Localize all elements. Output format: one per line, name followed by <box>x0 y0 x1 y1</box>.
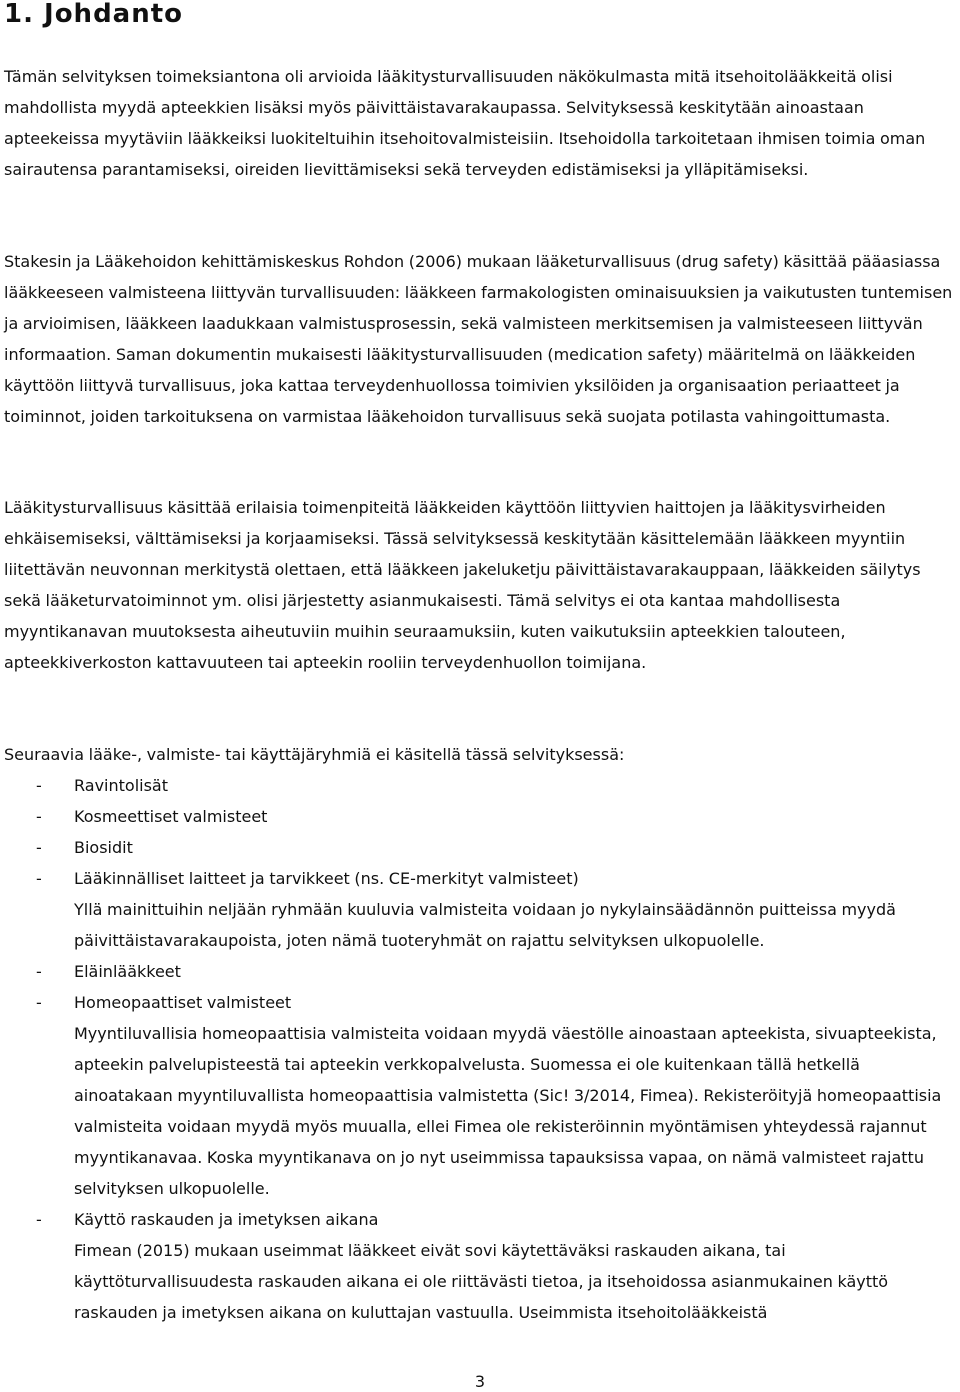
list-bullet: - <box>36 1210 42 1229</box>
list-item <box>4 987 960 1204</box>
list-item <box>4 801 960 832</box>
list-bullet: - <box>36 869 42 888</box>
list-item <box>4 956 960 987</box>
section-heading: 1. Johdanto <box>4 0 184 29</box>
list-item-detail: Myyntiluvallisia homeopaattisia valmisteita voidaan myydä väestölle ainoastaan apteekista, sivuapteekista, apteekin palvelupisteestä tai apteekin verkkopalvelusta. Suomessa ei ole kuitenkaan tällä hetkellä ainoatakaan myyntiluvallista homeopaattisia valmistetta (Sic! 3/2014, Fimea). Rekisteröityjä homeopaattisia valmisteita voidaan myydä myös muualla, ellei Fimea ole rekisteröinnin myöntämisen yhteydessä rajannut myyntikanavaa. Koska myyntikanava on jo nyt useimmissa tapauksissa vapaa, on nämä valmisteet rajattu selvityksen ulkopuolelle. <box>74 1024 942 1198</box>
list-item-detail: Fimean (2015) mukaan useimmat lääkkeet eivät sovi käytettäväksi raskauden aikana, tai käyttöturvallisuudesta raskauden aikana ei ole riittävästi tietoa, ja itsehoidossa asianmukainen käyttö raskauden ja imetyksen aikana on kuluttajan vastuulla. Useimmista itsehoitolääkkeistä <box>74 1241 889 1322</box>
document-page <box>4 0 956 1322</box>
list-item-label: Eläinlääkkeet <box>74 962 181 981</box>
intro-paragraph: Tämän selvityksen toimeksiantona oli arvioida lääkitysturvallisuuden näkökulmasta mitä itsehoitolääkkeitä olisi mahdollista myydä apteekkien lisäksi myös päivittäistavarakaupassa. Selvityksessä keskitytään ainoastaan apteekeissa myytäviin lääkkeiksi luokiteltuihin itsehoitovalmisteisiin. Itsehoidolla tarkoitetaan ihmisen toimia oman sairautensa parantamiseksi, oireiden lievittämiseksi sekä terveyden edistämiseksi ja ylläpitämiseksi. <box>4 67 926 179</box>
list-bullet: - <box>36 838 42 857</box>
list-item-label: Kosmeettiset valmisteet <box>74 807 268 826</box>
list-item-label: Ravintolisät <box>74 776 168 795</box>
list-item <box>4 1204 960 1328</box>
exclusion-list <box>4 770 960 1328</box>
list-item-label: Biosidit <box>74 838 133 857</box>
drug-safety-paragraph: Stakesin ja Lääkehoidon kehittämiskeskus Rohdon (2006) mukaan lääketurvallisuus (drug safety) käsittää pääasiassa lääkkeeseen valmisteena liittyvän turvallisuuden: lääkkeen farmakologisten ominaisuuksien ja vaikutusten tuntemisen ja arvioimisen, lääkkeen laadukkaan valmistusprosessin, sekä valmisteen merkitsemisen ja valmisteeseen liittyvän informaation. Saman dokumentin mukaisesti lääkitysturvallisuuden (medication safety) määritelmä on lääkkeiden käyttöön liittyvä turvallisuus, joka kattaa terveydenhuollossa toimivien yksilöiden ja organisaation periaatteet ja toiminnot, joiden tarkoituksena on varmistaa lääkehoidon turvallisuus sekä suojata potilasta vahingoittumasta. <box>4 252 953 426</box>
list-item <box>4 832 960 863</box>
list-item <box>4 770 960 801</box>
exclusions-intro-paragraph: Seuraavia lääke-, valmiste- tai käyttäjäryhmiä ei käsitellä tässä selvityksessä: <box>4 745 625 764</box>
list-bullet: - <box>36 807 42 826</box>
list-bullet: - <box>36 962 42 981</box>
page-number: 3 <box>474 1372 486 1391</box>
list-item-label: Homeopaattiset valmisteet <box>74 993 292 1012</box>
list-item <box>4 863 960 956</box>
medication-safety-paragraph: Lääkitysturvallisuus käsittää erilaisia toimenpiteitä lääkkeiden käyttöön liittyvien haittojen ja lääkitysvirheiden ehkäisemiseksi, välttämiseksi ja korjaamiseksi. Tässä selvityksessä keskitytään käsittelemään lääkkeen myyntiin liitettävän neuvonnan merkitystä olettaen, että lääkkeen jakeluketju päivittäistavarakauppaan, lääkkeiden säilytys sekä lääketurvatoiminnot ym. olisi järjestetty asianmukaisesti. Tämä selvitys ei ota kantaa mahdollisesta myyntikanavan muutoksesta aiheutuviin muihin seuraamuksiin, kuten vaikutuksiin apteekkien talouteen, apteekkiverkoston kattavuuteen tai apteekin rooliin terveydenhuollon toimijana. <box>4 498 921 672</box>
list-bullet: - <box>36 993 42 1012</box>
list-item-detail: Yllä mainittuihin neljään ryhmään kuuluvia valmisteita voidaan jo nykylainsäädännön puitteissa myydä päivittäistavarakaupoista, joten nämä tuoteryhmät on rajattu selvityksen ulkopuolelle. <box>74 900 896 950</box>
list-bullet: - <box>36 776 42 795</box>
list-item-label: Käyttö raskauden ja imetyksen aikana <box>74 1210 379 1229</box>
list-item-label: Lääkinnälliset laitteet ja tarvikkeet (ns. CE-merkityt valmisteet) <box>74 869 579 888</box>
